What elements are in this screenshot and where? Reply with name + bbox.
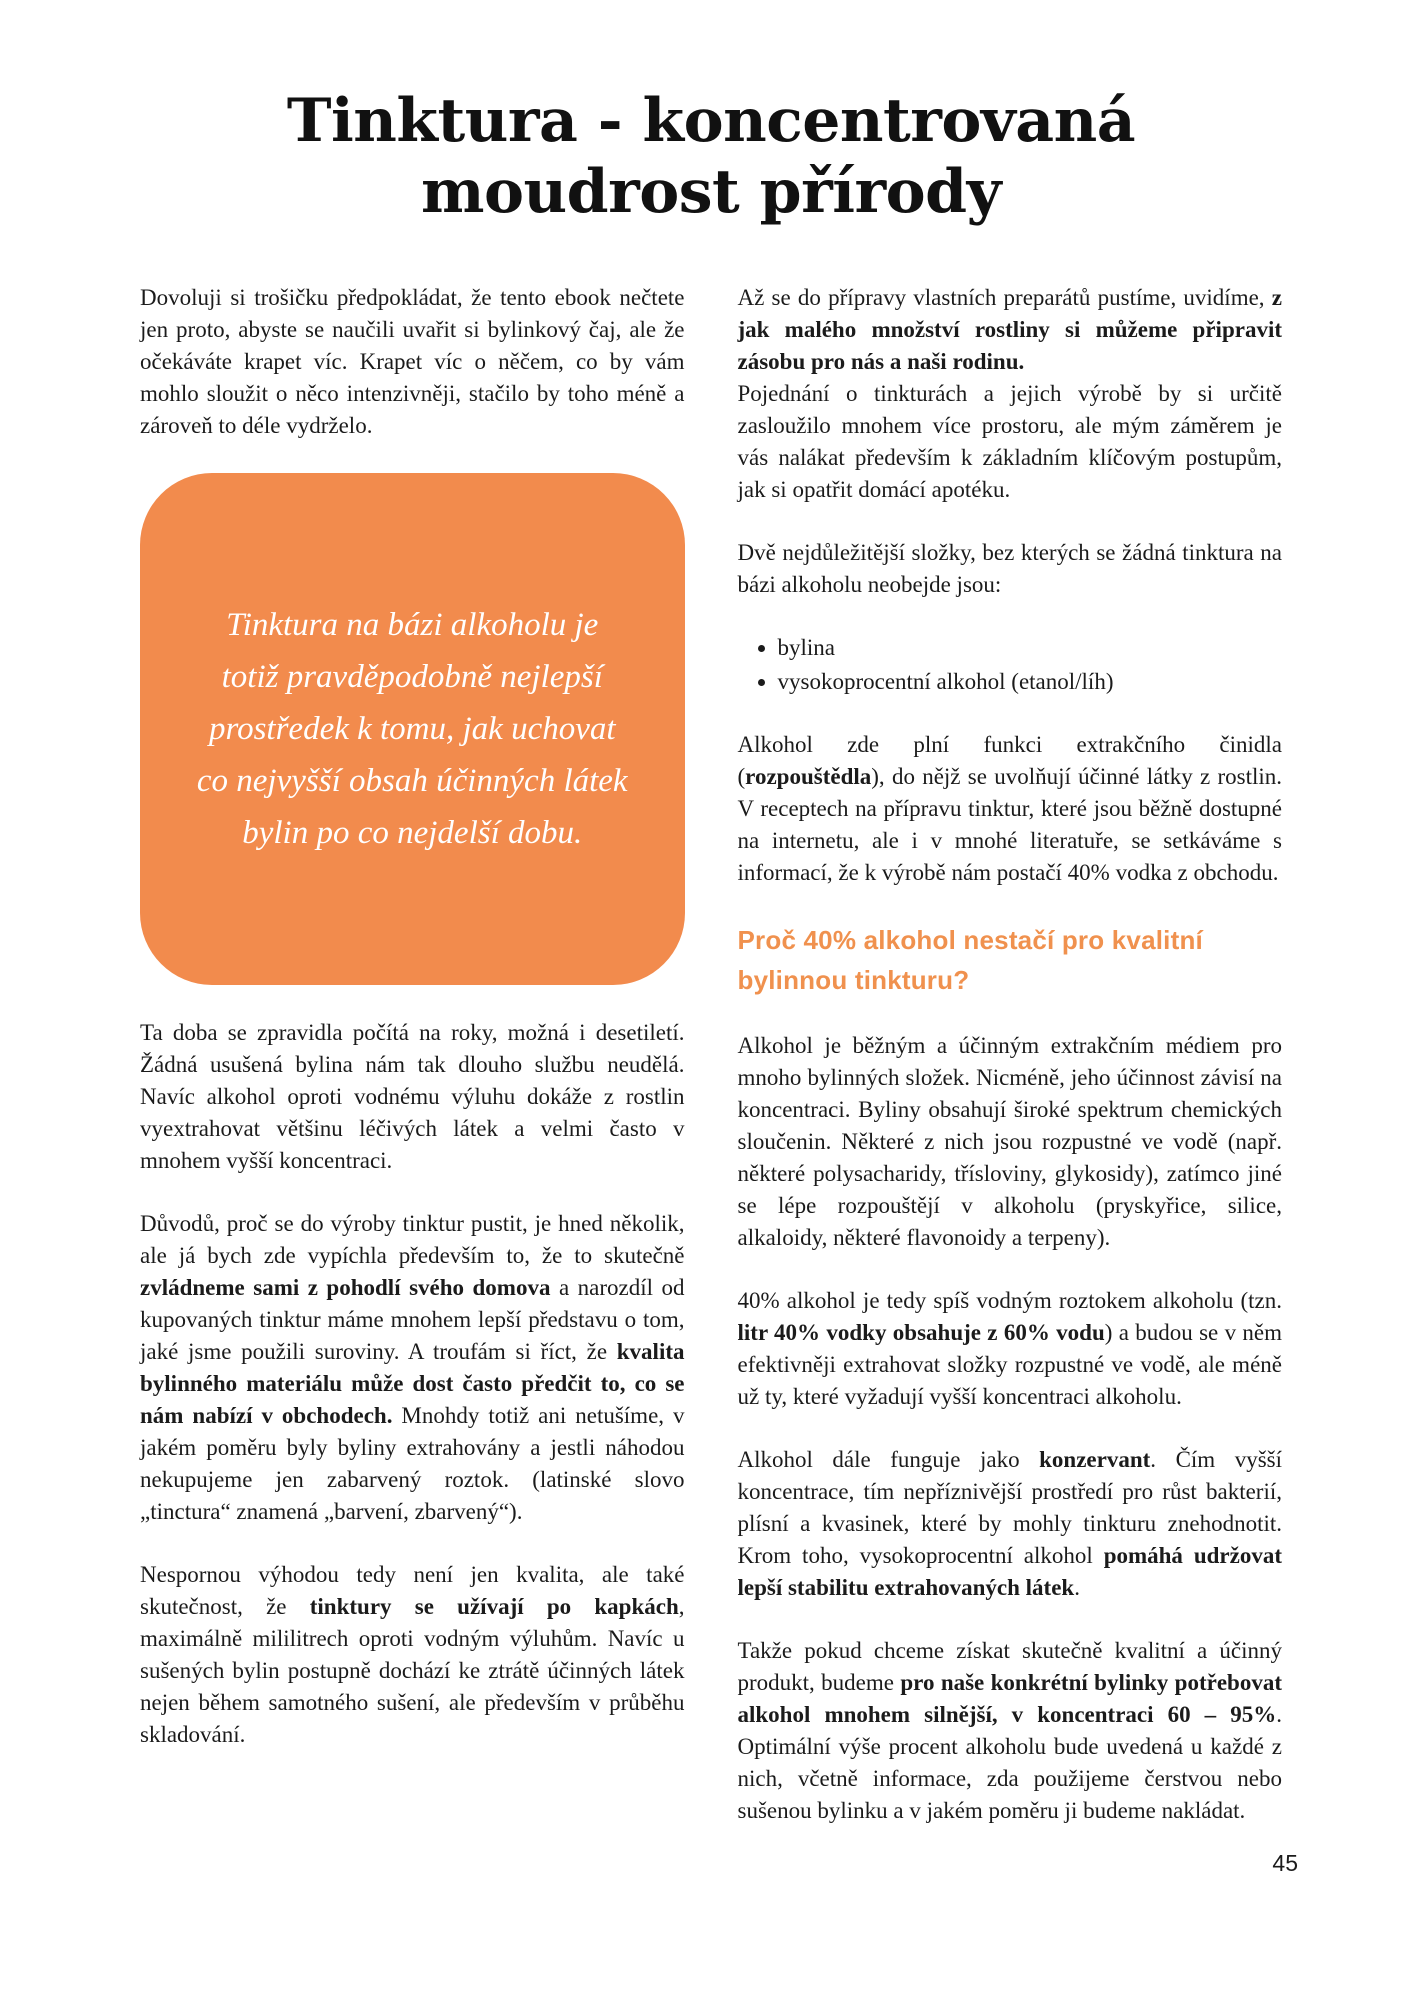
- text-run: . Optimální výše procent alkoholu bude uvedená u každé z nich, včetně informace, zda použijeme čerstvou nebo sušenou bylinku a v jakém poměru ji budeme nakládat.: [737, 1701, 1282, 1823]
- bold-text: pomáhá udržovat lepší stabilitu extrahovaných látek: [737, 1542, 1282, 1600]
- section-heading: Proč 40% alkohol nestačí pro kvalitní bylinnou tinkturu?: [737, 924, 1203, 995]
- text-run: Mnohdy totiž ani netušíme, v jakém poměru byly byliny extrahovány a jestli náhodou nekupujeme jen zabarvený roztok. (latinské slovo „tinctura“ znamená „barvení, zbarvený“).: [140, 1402, 685, 1524]
- paragraph: [738, 1635, 1283, 1827]
- paragraph: [140, 1208, 685, 1528]
- text-run: ), do nějž se uvolňují účinné látky z rostlin. V receptech na přípravu tinktur, které jsou běžně dostupné na internetu, ale i v mnohé literatuře, se setkáváme s informací, že k výrobě nám postačí 40% vodka z obchodu.: [737, 763, 1282, 885]
- text-run: Nespornou výhodou tedy není jen kvalita, ale také skutečnost, že: [140, 1561, 685, 1619]
- text-run: Takže pokud chceme získat skutečně kvalitní a účinný produkt, budeme: [737, 1637, 1282, 1695]
- left-column: [140, 282, 685, 1782]
- text-run: Důvodů, proč se do výroby tinktur pustit, je hned několik, ale já bych zde vypíchla především to, že to skutečně: [140, 1210, 685, 1268]
- list-item: • vysokoprocentní alkohol (etanol/líh): [778, 666, 1283, 698]
- paragraph: [738, 282, 1283, 506]
- page-title-line1: Tinktura - koncentrovaná: [286, 86, 1136, 156]
- text-run: Dovoluji si trošičku předpokládat, že tento ebook nečtete jen proto, abyste se naučili uvařit si bylinkový čaj, ale že očekáváte krapet víc. Krapet víc o něčem, co by vám mohlo sloužit o něco intenzivněji, stačilo by toho méně a zároveň to déle vydrželo.: [140, 284, 685, 438]
- paragraph: [140, 1017, 685, 1177]
- bold-text: konzervant: [1039, 1446, 1151, 1472]
- bold-text: rozpouštědla: [745, 763, 872, 789]
- text-run: Ta doba se zpravidla počítá na roky, možná i desetiletí. Žádná usušená bylina nám tak dlouho službu neudělá. Navíc alkohol oproti vodnému výluhu dokáže z rostlin vyextrahovat většinu léčivých látek a velmi často v mnohem vyšší koncentraci.: [140, 1019, 685, 1173]
- callout-text: Tinktura na bázi alkoholu je totiž pravděpodobně nejlepší prostředek k tomu, jak uchovat co nejvyšší obsah účinných látek bylin po co nejdelší dobu.: [196, 606, 628, 851]
- bold-text: z jak malého množství rostliny si můžeme připravit zásobu pro nás a naši rodinu.: [737, 284, 1282, 374]
- paragraph: [738, 537, 1283, 601]
- text-run: Dvě nejdůležitější složky, bez kterých se žádná tinktura na bázi alkoholu neobejde jsou:: [737, 539, 1282, 597]
- text-run: . Čím vyšší koncentrace, tím nepříznivější prostředí pro růst bakterií, plísní a kvasinek, které by mohly tinkturu znehodnotit. Krom toho, vysokoprocentní alkohol: [737, 1446, 1282, 1568]
- text-run: ) a budou se v něm efektivněji extrahovat složky rozpustné ve vodě, ale méně už ty, které vyžadují vyšší koncentraci alkoholu.: [737, 1319, 1282, 1409]
- list-item: • bylina: [778, 632, 1283, 664]
- text-run: Alkohol dále funguje jako: [737, 1446, 1040, 1472]
- paragraph: [738, 729, 1283, 889]
- two-column-layout: [140, 282, 1282, 1858]
- bold-text: zvládneme sami z pohodlí svého domova: [140, 1274, 551, 1300]
- text-run: Až se do přípravy vlastních preparátů pustíme, uvidíme,: [737, 284, 1272, 310]
- paragraph: [738, 1285, 1283, 1413]
- text-run: 40% alkohol je tedy spíš vodným roztokem alkoholu (tzn.: [737, 1287, 1282, 1313]
- bold-text: pro naše konkrétní bylinky potřebovat alkohol mnohem silnější, v koncentraci 60 – 95%: [737, 1669, 1282, 1727]
- text-run: Alkohol zde plní funkci extrakčního činidla (: [737, 731, 1282, 789]
- page-title-line2: moudrost přírody: [421, 156, 1001, 227]
- paragraph: [140, 282, 685, 442]
- bold-text: kvalita bylinného materiálu může dost často předčit to, co se nám nabízí v obchodech.: [140, 1338, 685, 1428]
- paragraph: [140, 1559, 685, 1751]
- text-run: a narozdíl od kupovaných tinktur máme mnohem lepší představu o tom, jaké jsme použili suroviny. A troufám si říct, že: [140, 1274, 685, 1364]
- text-run: Alkohol je běžným a účinným extrakčním médiem pro mnoho bylinných složek. Nicméně, jeho účinnost závisí na koncentraci. Byliny obsahují široké spektrum chemických sloučenin. Některé z nich jsou rozpustné ve vodě (např. některé polysacharidy, třísloviny, glykosidy), zatímco jiné se lépe rozpouštějí v alkoholu (pryskyřice, silice, alkaloidy, některé flavonoidy a terpeny).: [737, 1032, 1282, 1250]
- text-run: Pojednání o tinkturách a jejich výrobě by si určitě zasloužilo mnohem více prostoru, ale mým záměrem je vás nalákat především k základním klíčovým postupům, jak si opatřit domácí apotéku.: [737, 380, 1282, 502]
- text-run: .: [1074, 1574, 1080, 1600]
- page-number: 45: [1272, 1850, 1298, 1876]
- text-run: , maximálně mililitrech oproti vodným výluhům. Navíc u sušených bylin postupně dochází ke ztrátě účinných látek nejen během samotného sušení, ale především v průběhu skladování.: [140, 1593, 685, 1747]
- paragraph: [738, 1444, 1283, 1604]
- right-column: [738, 282, 1283, 1858]
- ingredients-list: [738, 632, 1283, 698]
- page-title: [140, 86, 1282, 228]
- bold-text: tinktury se užívají po kapkách: [309, 1593, 679, 1619]
- paragraph: [738, 1030, 1283, 1254]
- callout-box: [140, 473, 685, 985]
- bold-text: litr 40% vodky obsahuje z 60% vodu: [737, 1319, 1105, 1345]
